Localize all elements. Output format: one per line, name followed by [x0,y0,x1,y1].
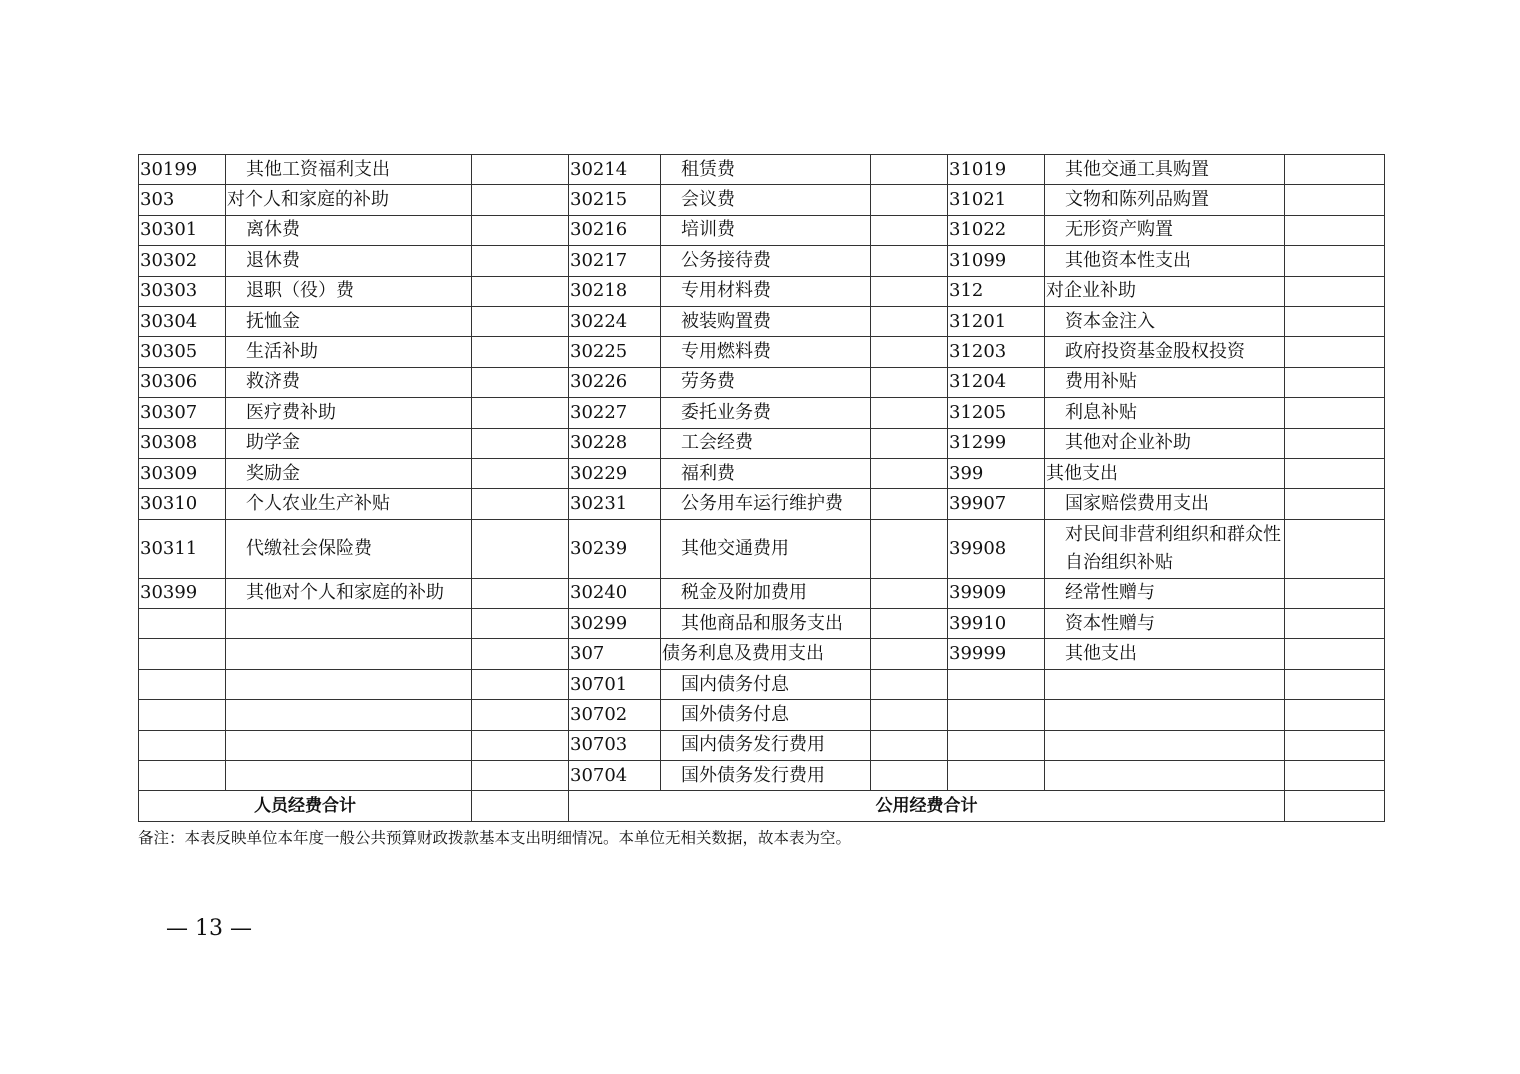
item-code [139,669,226,699]
item-name [226,761,472,791]
item-name [226,639,472,669]
item-name: 退职（役）费 [226,276,472,306]
item-name: 文物和陈列品购置 [1045,185,1285,215]
table-row [139,276,1385,306]
table-row [139,669,1385,699]
item-name: 国内债务付息 [661,669,871,699]
item-name: 退休费 [226,246,472,276]
item-name: 委托业务费 [661,398,871,428]
item-code: 39908 [948,519,1045,578]
item-code [139,609,226,639]
item-amount [871,669,948,699]
item-name [1045,700,1285,730]
item-name: 其他支出 [1045,639,1285,669]
item-amount [1285,155,1385,185]
item-amount [1285,398,1385,428]
item-name: 救济费 [226,367,472,397]
table-row [139,337,1385,367]
item-code: 31203 [948,337,1045,367]
item-amount [871,519,948,578]
item-amount [472,155,569,185]
table-row [139,761,1385,791]
table-row [139,578,1385,608]
item-amount [472,730,569,760]
public-total-label: 公用经费合计 [569,791,1285,821]
item-name: 国外债务付息 [661,700,871,730]
item-code: 30226 [569,367,661,397]
item-amount [472,306,569,336]
item-name [226,730,472,760]
item-name [1045,669,1285,699]
item-code: 30217 [569,246,661,276]
item-name [226,700,472,730]
item-code: 303 [139,185,226,215]
item-amount [1285,730,1385,760]
item-amount [1285,669,1385,699]
item-code [948,700,1045,730]
item-amount [871,215,948,245]
item-amount [1285,367,1385,397]
item-amount [1285,700,1385,730]
item-code: 30702 [569,700,661,730]
table-row [139,730,1385,760]
item-code: 30399 [139,578,226,608]
item-code: 30218 [569,276,661,306]
item-amount [472,639,569,669]
item-code: 30228 [569,428,661,458]
item-code: 30703 [569,730,661,760]
item-name: 被装购置费 [661,306,871,336]
item-code: 30227 [569,398,661,428]
item-code: 39999 [948,639,1045,669]
item-code [139,730,226,760]
personnel-total-value [472,791,569,821]
item-amount [871,458,948,488]
item-amount [871,489,948,519]
table-row [139,428,1385,458]
item-name: 抚恤金 [226,306,472,336]
item-name [226,669,472,699]
table-note: 备注：本表反映单位本年度一般公共预算财政拨款基本支出明细情况。本单位无相关数据，故本表为空。 [138,829,852,847]
item-code: 30239 [569,519,661,578]
item-name: 对个人和家庭的补助 [226,185,472,215]
public-total-value [1285,791,1385,821]
item-name: 奖励金 [226,458,472,488]
item-amount [871,578,948,608]
item-amount [871,306,948,336]
table-row [139,367,1385,397]
table-body [139,155,1385,791]
item-code: 39910 [948,609,1045,639]
item-name: 个人农业生产补贴 [226,489,472,519]
item-code: 30704 [569,761,661,791]
item-amount [472,578,569,608]
item-amount [871,246,948,276]
item-code [948,669,1045,699]
item-name: 国外债务发行费用 [661,761,871,791]
item-name: 专用燃料费 [661,337,871,367]
totals-row [139,791,1385,821]
table-row [139,458,1385,488]
item-code: 31204 [948,367,1045,397]
item-amount [1285,578,1385,608]
item-code: 30225 [569,337,661,367]
expenditure-detail-table [138,154,1385,822]
item-name: 政府投资基金股权投资 [1045,337,1285,367]
item-code: 30240 [569,578,661,608]
item-code: 30303 [139,276,226,306]
item-name: 其他对企业补助 [1045,428,1285,458]
item-amount [871,730,948,760]
item-name: 租赁费 [661,155,871,185]
item-name: 其他交通工具购置 [1045,155,1285,185]
item-code: 31299 [948,428,1045,458]
item-amount [871,700,948,730]
item-name: 其他交通费用 [661,519,871,578]
item-code: 30216 [569,215,661,245]
item-amount [871,276,948,306]
page-number: — 13 — [166,916,252,941]
item-amount [871,639,948,669]
item-name: 费用补贴 [1045,367,1285,397]
item-code: 30306 [139,367,226,397]
table-row [139,185,1385,215]
item-name: 国内债务发行费用 [661,730,871,760]
item-amount [472,700,569,730]
item-code [139,761,226,791]
table-row [139,398,1385,428]
item-name: 劳务费 [661,367,871,397]
item-amount [472,367,569,397]
item-code: 31201 [948,306,1045,336]
item-name [1045,730,1285,760]
item-name: 税金及附加费用 [661,578,871,608]
item-amount [472,246,569,276]
item-name: 对企业补助 [1045,276,1285,306]
item-name: 公务用车运行维护费 [661,489,871,519]
item-code: 30308 [139,428,226,458]
item-code: 30224 [569,306,661,336]
item-name: 工会经费 [661,428,871,458]
item-name: 其他工资福利支出 [226,155,472,185]
item-name: 对民间非营利组织和群众性自治组织补贴 [1045,519,1285,578]
item-amount [1285,489,1385,519]
table-row [139,609,1385,639]
item-name [226,609,472,639]
item-amount [871,398,948,428]
table-row [139,519,1385,578]
item-code: 30199 [139,155,226,185]
item-name: 医疗费补助 [226,398,472,428]
item-name: 资本金注入 [1045,306,1285,336]
item-name: 会议费 [661,185,871,215]
item-name: 其他对个人和家庭的补助 [226,578,472,608]
item-code: 30304 [139,306,226,336]
item-name: 公务接待费 [661,246,871,276]
item-name: 利息补贴 [1045,398,1285,428]
item-name: 债务利息及费用支出 [661,639,871,669]
item-name: 其他商品和服务支出 [661,609,871,639]
item-code: 30299 [569,609,661,639]
item-code: 30309 [139,458,226,488]
item-amount [1285,761,1385,791]
table-row [139,306,1385,336]
item-code: 39909 [948,578,1045,608]
table-row [139,700,1385,730]
item-code: 31099 [948,246,1045,276]
item-code: 31205 [948,398,1045,428]
item-code: 31021 [948,185,1045,215]
item-name: 培训费 [661,215,871,245]
item-amount [1285,519,1385,578]
item-amount [472,276,569,306]
item-name: 生活补助 [226,337,472,367]
item-amount [472,609,569,639]
item-amount [871,428,948,458]
table-row [139,215,1385,245]
item-amount [472,185,569,215]
item-amount [1285,306,1385,336]
item-amount [472,519,569,578]
item-amount [472,489,569,519]
item-amount [472,458,569,488]
item-name: 专用材料费 [661,276,871,306]
item-amount [1285,185,1385,215]
item-code: 30215 [569,185,661,215]
item-name: 资本性赠与 [1045,609,1285,639]
item-code: 30231 [569,489,661,519]
item-name: 助学金 [226,428,472,458]
item-amount [1285,215,1385,245]
item-amount [871,609,948,639]
item-amount [871,337,948,367]
table-row [139,639,1385,669]
table-row [139,489,1385,519]
item-amount [1285,337,1385,367]
item-amount [1285,428,1385,458]
item-code: 30311 [139,519,226,578]
item-amount [472,215,569,245]
item-name: 无形资产购置 [1045,215,1285,245]
item-name: 福利费 [661,458,871,488]
item-code: 30301 [139,215,226,245]
item-amount [1285,458,1385,488]
item-code: 30302 [139,246,226,276]
item-amount [472,337,569,367]
item-name: 离休费 [226,215,472,245]
item-amount [1285,276,1385,306]
item-code [948,730,1045,760]
item-code: 399 [948,458,1045,488]
table-row [139,246,1385,276]
item-code: 307 [569,639,661,669]
item-code: 30214 [569,155,661,185]
item-code [139,639,226,669]
item-name: 国家赔偿费用支出 [1045,489,1285,519]
item-code: 312 [948,276,1045,306]
item-code: 31022 [948,215,1045,245]
table-row [139,155,1385,185]
item-amount [871,185,948,215]
item-code [139,700,226,730]
item-name: 其他支出 [1045,458,1285,488]
item-name: 代缴社会保险费 [226,519,472,578]
item-code: 31019 [948,155,1045,185]
item-code: 30229 [569,458,661,488]
item-amount [472,428,569,458]
item-code [948,761,1045,791]
item-amount [472,398,569,428]
item-name: 经常性赠与 [1045,578,1285,608]
item-name [1045,761,1285,791]
item-amount [1285,609,1385,639]
item-code: 30701 [569,669,661,699]
item-amount [871,155,948,185]
item-name: 其他资本性支出 [1045,246,1285,276]
item-amount [1285,246,1385,276]
item-amount [871,761,948,791]
item-amount [472,669,569,699]
item-amount [472,761,569,791]
item-code: 30310 [139,489,226,519]
item-code: 39907 [948,489,1045,519]
personnel-total-label: 人员经费合计 [139,791,472,821]
item-code: 30307 [139,398,226,428]
item-code: 30305 [139,337,226,367]
item-amount [1285,639,1385,669]
item-amount [871,367,948,397]
